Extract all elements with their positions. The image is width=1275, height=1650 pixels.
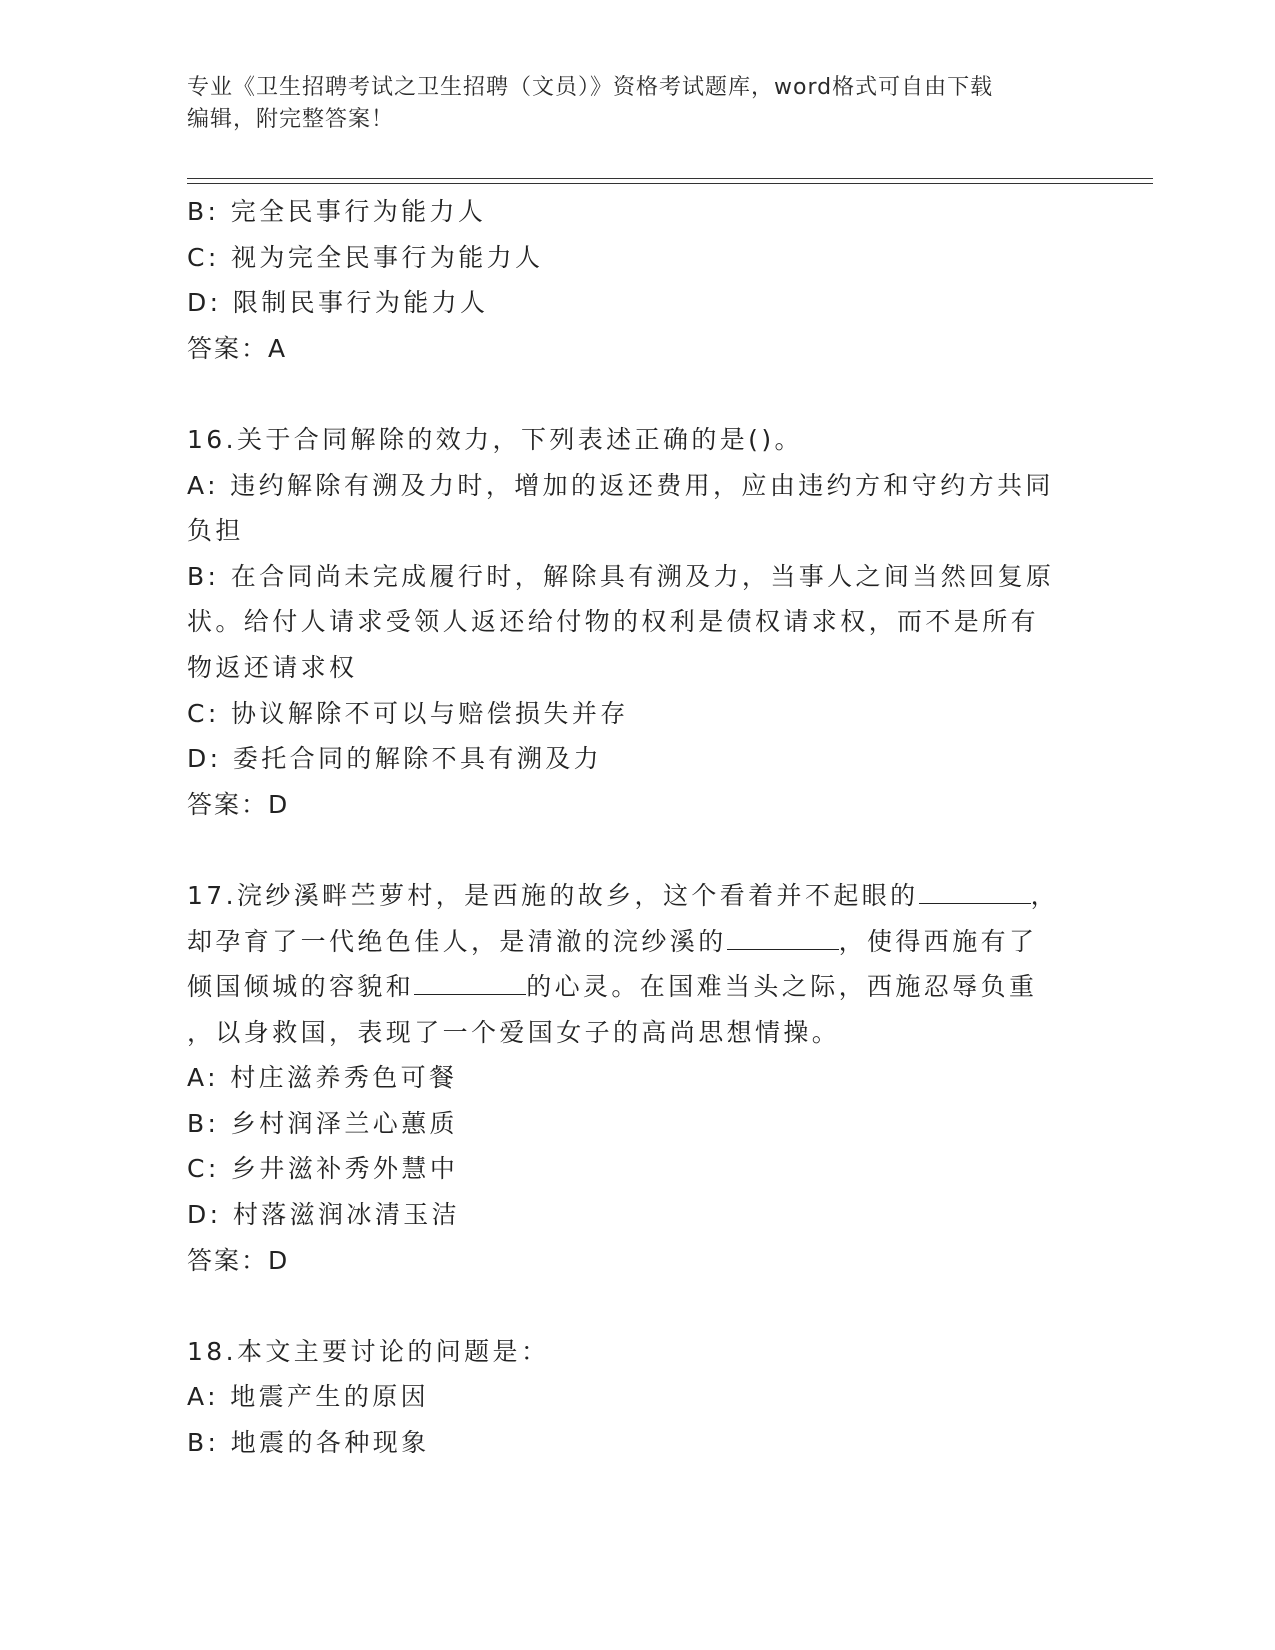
q16-answer: 答案：D xyxy=(187,789,290,819)
q15-option-b: B: 完全民事行为能力人 xyxy=(187,197,487,226)
header-line-2: 编辑，附完整答案！ xyxy=(187,107,395,132)
header-divider-bottom xyxy=(187,183,1153,184)
q18-stem: 18.本文主要讨论的问题是： xyxy=(187,1336,550,1366)
q17-option-a: A: 村庄滋养秀色可餐 xyxy=(187,1063,458,1093)
q16-option-a-line-2: 负担 xyxy=(187,516,244,546)
q15-answer: 答案：A xyxy=(187,333,288,363)
question-18 xyxy=(187,1329,1067,1466)
question-content xyxy=(187,189,1067,1466)
q17-stem-line-2 xyxy=(187,919,1067,965)
question-17 xyxy=(187,873,1067,1283)
q17-option-c: C: 乡井滋补秀外慧中 xyxy=(187,1154,459,1184)
header-divider-top xyxy=(187,178,1153,179)
q16-option-d: D: 委托合同的解除不具有溯及力 xyxy=(187,744,603,774)
q17-stem-line-1 xyxy=(187,873,1067,919)
question-15 xyxy=(187,189,1067,371)
question-gap xyxy=(187,827,1067,873)
fill-in-blank-1 xyxy=(919,882,1031,904)
q17-option-d: D: 村落滋润冰清玉洁 xyxy=(187,1200,461,1230)
question-gap xyxy=(187,1283,1067,1329)
q16-option-c: C: 协议解除不可以与赔偿损失并存 xyxy=(187,698,629,728)
q16-option-b-line-3: 物返还请求权 xyxy=(187,652,358,682)
q17-stem-text: ，使得西施有了 xyxy=(838,926,1038,956)
question-16 xyxy=(187,417,1067,827)
q17-stem-text: 却孕育了一代绝色佳人，是清澈的浣纱溪的 xyxy=(187,926,727,956)
q15-option-c: C: 视为完全民事行为能力人 xyxy=(187,242,544,272)
q18-option-a: A: 地震产生的原因 xyxy=(187,1382,430,1412)
q17-stem-text: 的心灵。在国难当头之际，西施忍辱负重 xyxy=(526,972,1038,1002)
q16-stem: 16.关于合同解除的效力，下列表述正确的是()。 xyxy=(187,424,803,454)
fill-in-blank-3 xyxy=(414,973,526,995)
q17-stem-line-4: ，以身救国，表现了一个爱国女子的高尚思想情操。 xyxy=(187,1017,841,1047)
fill-in-blank-2 xyxy=(727,927,839,949)
document-header xyxy=(187,72,1087,136)
q17-stem-text: 倾国倾城的容貌和 xyxy=(187,972,415,1002)
q18-option-b: B: 地震的各种现象 xyxy=(187,1428,430,1458)
q16-option-b-line-1: B: 在合同尚未完成履行时，解除具有溯及力，当事人之间当然回复原 xyxy=(187,561,1055,591)
q16-option-b-line-2: 状。给付人请求受领人返还给付物的权利是债权请求权，而不是所有 xyxy=(187,607,1040,637)
q17-stem-line-3 xyxy=(187,964,1067,1010)
q16-option-a-line-1: A: 违约解除有溯及力时，增加的返还费用，应由违约方和守约方共同 xyxy=(187,470,1054,500)
question-gap xyxy=(187,371,1067,417)
q15-option-d: D: 限制民事行为能力人 xyxy=(187,288,489,318)
q17-option-b: B: 乡村润泽兰心蕙质 xyxy=(187,1108,458,1138)
q17-stem-text: 17.浣纱溪畔苎萝村，是西施的故乡，这个看着并不起眼的 xyxy=(187,880,919,910)
q17-answer: 答案：D xyxy=(187,1245,290,1275)
header-line-1: 专业《卫生招聘考试之卫生招聘（文员）》资格考试题库，word格式可自由下载 xyxy=(187,75,994,100)
q17-stem-text: ， xyxy=(1030,880,1059,910)
